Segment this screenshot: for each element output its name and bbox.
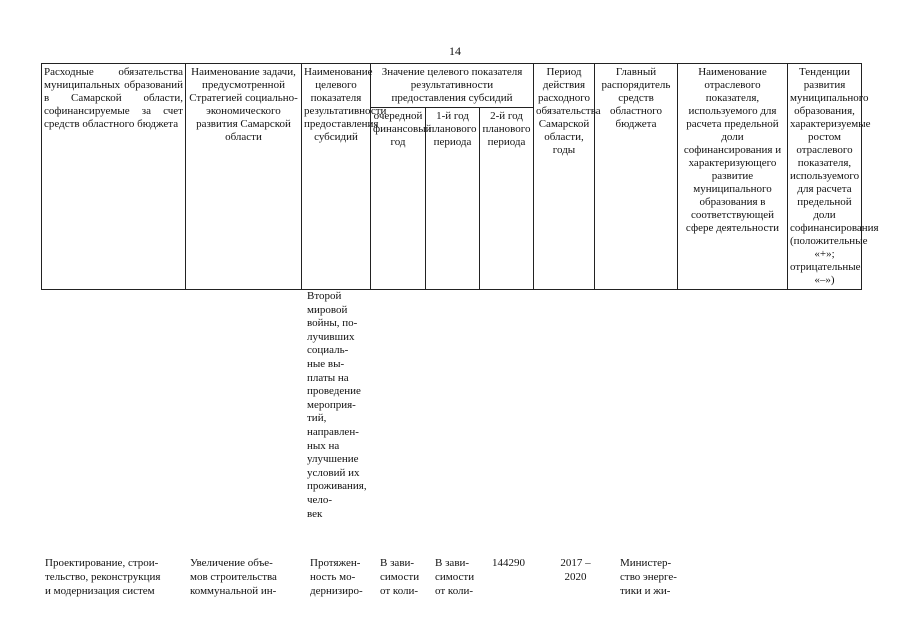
text-line: 2017 –: [560, 557, 591, 569]
row-next-year-cell: [380, 556, 430, 598]
header-col-trends: Тенденции развития муниципального образования, характеризуемые ростом отраслевого показателя, используемого для расчета предельной доли софинансирования (положительные «+»; отрицательные «–»): [788, 64, 862, 290]
header-col-next-year: очередной финансовый год: [371, 108, 426, 290]
text-line: от коли-: [380, 585, 419, 597]
row-indicator-cell: [310, 556, 372, 598]
row-period-cell: [548, 556, 603, 584]
row-plan-year-1-cell: [435, 556, 485, 598]
table-header: [41, 63, 879, 290]
text-line: войны, по-: [307, 317, 358, 330]
text-line: ность мо-: [310, 571, 356, 583]
text-line: от коли-: [435, 585, 474, 597]
text-line: коммунальной ин-: [190, 585, 277, 597]
text-line: проживания,: [307, 480, 367, 493]
text-line: 144290: [492, 557, 525, 569]
text-line: симости: [380, 571, 420, 583]
text-line: симости: [435, 571, 475, 583]
text-line: Протяжен-: [310, 557, 361, 569]
header-col-expenditure: Расходные обязательства муниципальных образований в Самарской области, софинансируемые за счет средств областного бюджета: [42, 64, 186, 290]
row-plan-year-2-cell: [492, 556, 542, 570]
text-line: ство энерге-: [620, 571, 677, 583]
row-task-cell: [190, 556, 302, 598]
text-line: тельство, реконструкция: [45, 571, 161, 583]
text-line: социаль-: [307, 344, 349, 357]
row-main-manager-cell: [620, 556, 690, 598]
header-col-indicator: Наименование целевого показателя результативности предоставления субсидий: [302, 64, 371, 290]
text-line: лучивших: [307, 330, 355, 343]
text-line: мероприя-: [307, 398, 356, 411]
header-col-period: Период действия расходного обязательства Самарской области, годы: [534, 64, 595, 290]
text-line: Второй: [307, 290, 342, 302]
text-line: проведение: [307, 385, 361, 398]
header-col-plan-year-2: 2-й год планового периода: [480, 108, 534, 290]
text-line: тики и жи-: [620, 585, 671, 597]
text-line: и модернизация систем: [45, 585, 155, 597]
header-col-main-manager: Главный распорядитель средств областного бюджета: [595, 64, 678, 290]
header-col-indicator-value: Значение целевого показателя результативности предоставления субсидий: [371, 64, 534, 108]
text-line: В зави-: [380, 557, 415, 569]
text-line: мов строительства: [190, 571, 277, 583]
text-line: направлен-: [307, 425, 359, 438]
text-line: век: [307, 507, 323, 520]
header-col-sector-indicator: Наименование отраслевого показателя, используемого для расчета предельной доли софинансирования и характеризующего развитие муниципального образования в соответствующей сфере деятельности: [678, 64, 788, 290]
page-number: 14: [449, 44, 461, 58]
continued-indicator-cell: [307, 290, 371, 521]
text-line: В зави-: [435, 557, 470, 569]
header-col-plan-year-1: 1-й год планового периода: [426, 108, 480, 290]
text-line: улучшение: [307, 453, 359, 466]
row-expenditure-cell: [45, 556, 183, 598]
text-line: Министер-: [620, 557, 672, 569]
text-line: ных на: [307, 439, 340, 452]
text-line: ные вы-: [307, 357, 345, 370]
text-line: условий их: [307, 466, 360, 479]
text-line: платы на: [307, 371, 349, 384]
table-row: [0, 556, 905, 616]
text-line: мировой: [307, 303, 348, 316]
text-line: 2020: [564, 571, 587, 583]
text-line: дернизиро-: [310, 585, 363, 597]
text-line: чело-: [307, 493, 333, 506]
header-col-task: Наименование задачи, предусмотренной Стратегией социально-экономического развития Самарской области: [186, 64, 302, 290]
text-line: Увеличение объе-: [190, 557, 273, 569]
text-line: Проектирование, строи-: [45, 557, 159, 569]
text-line: тий,: [307, 412, 327, 425]
